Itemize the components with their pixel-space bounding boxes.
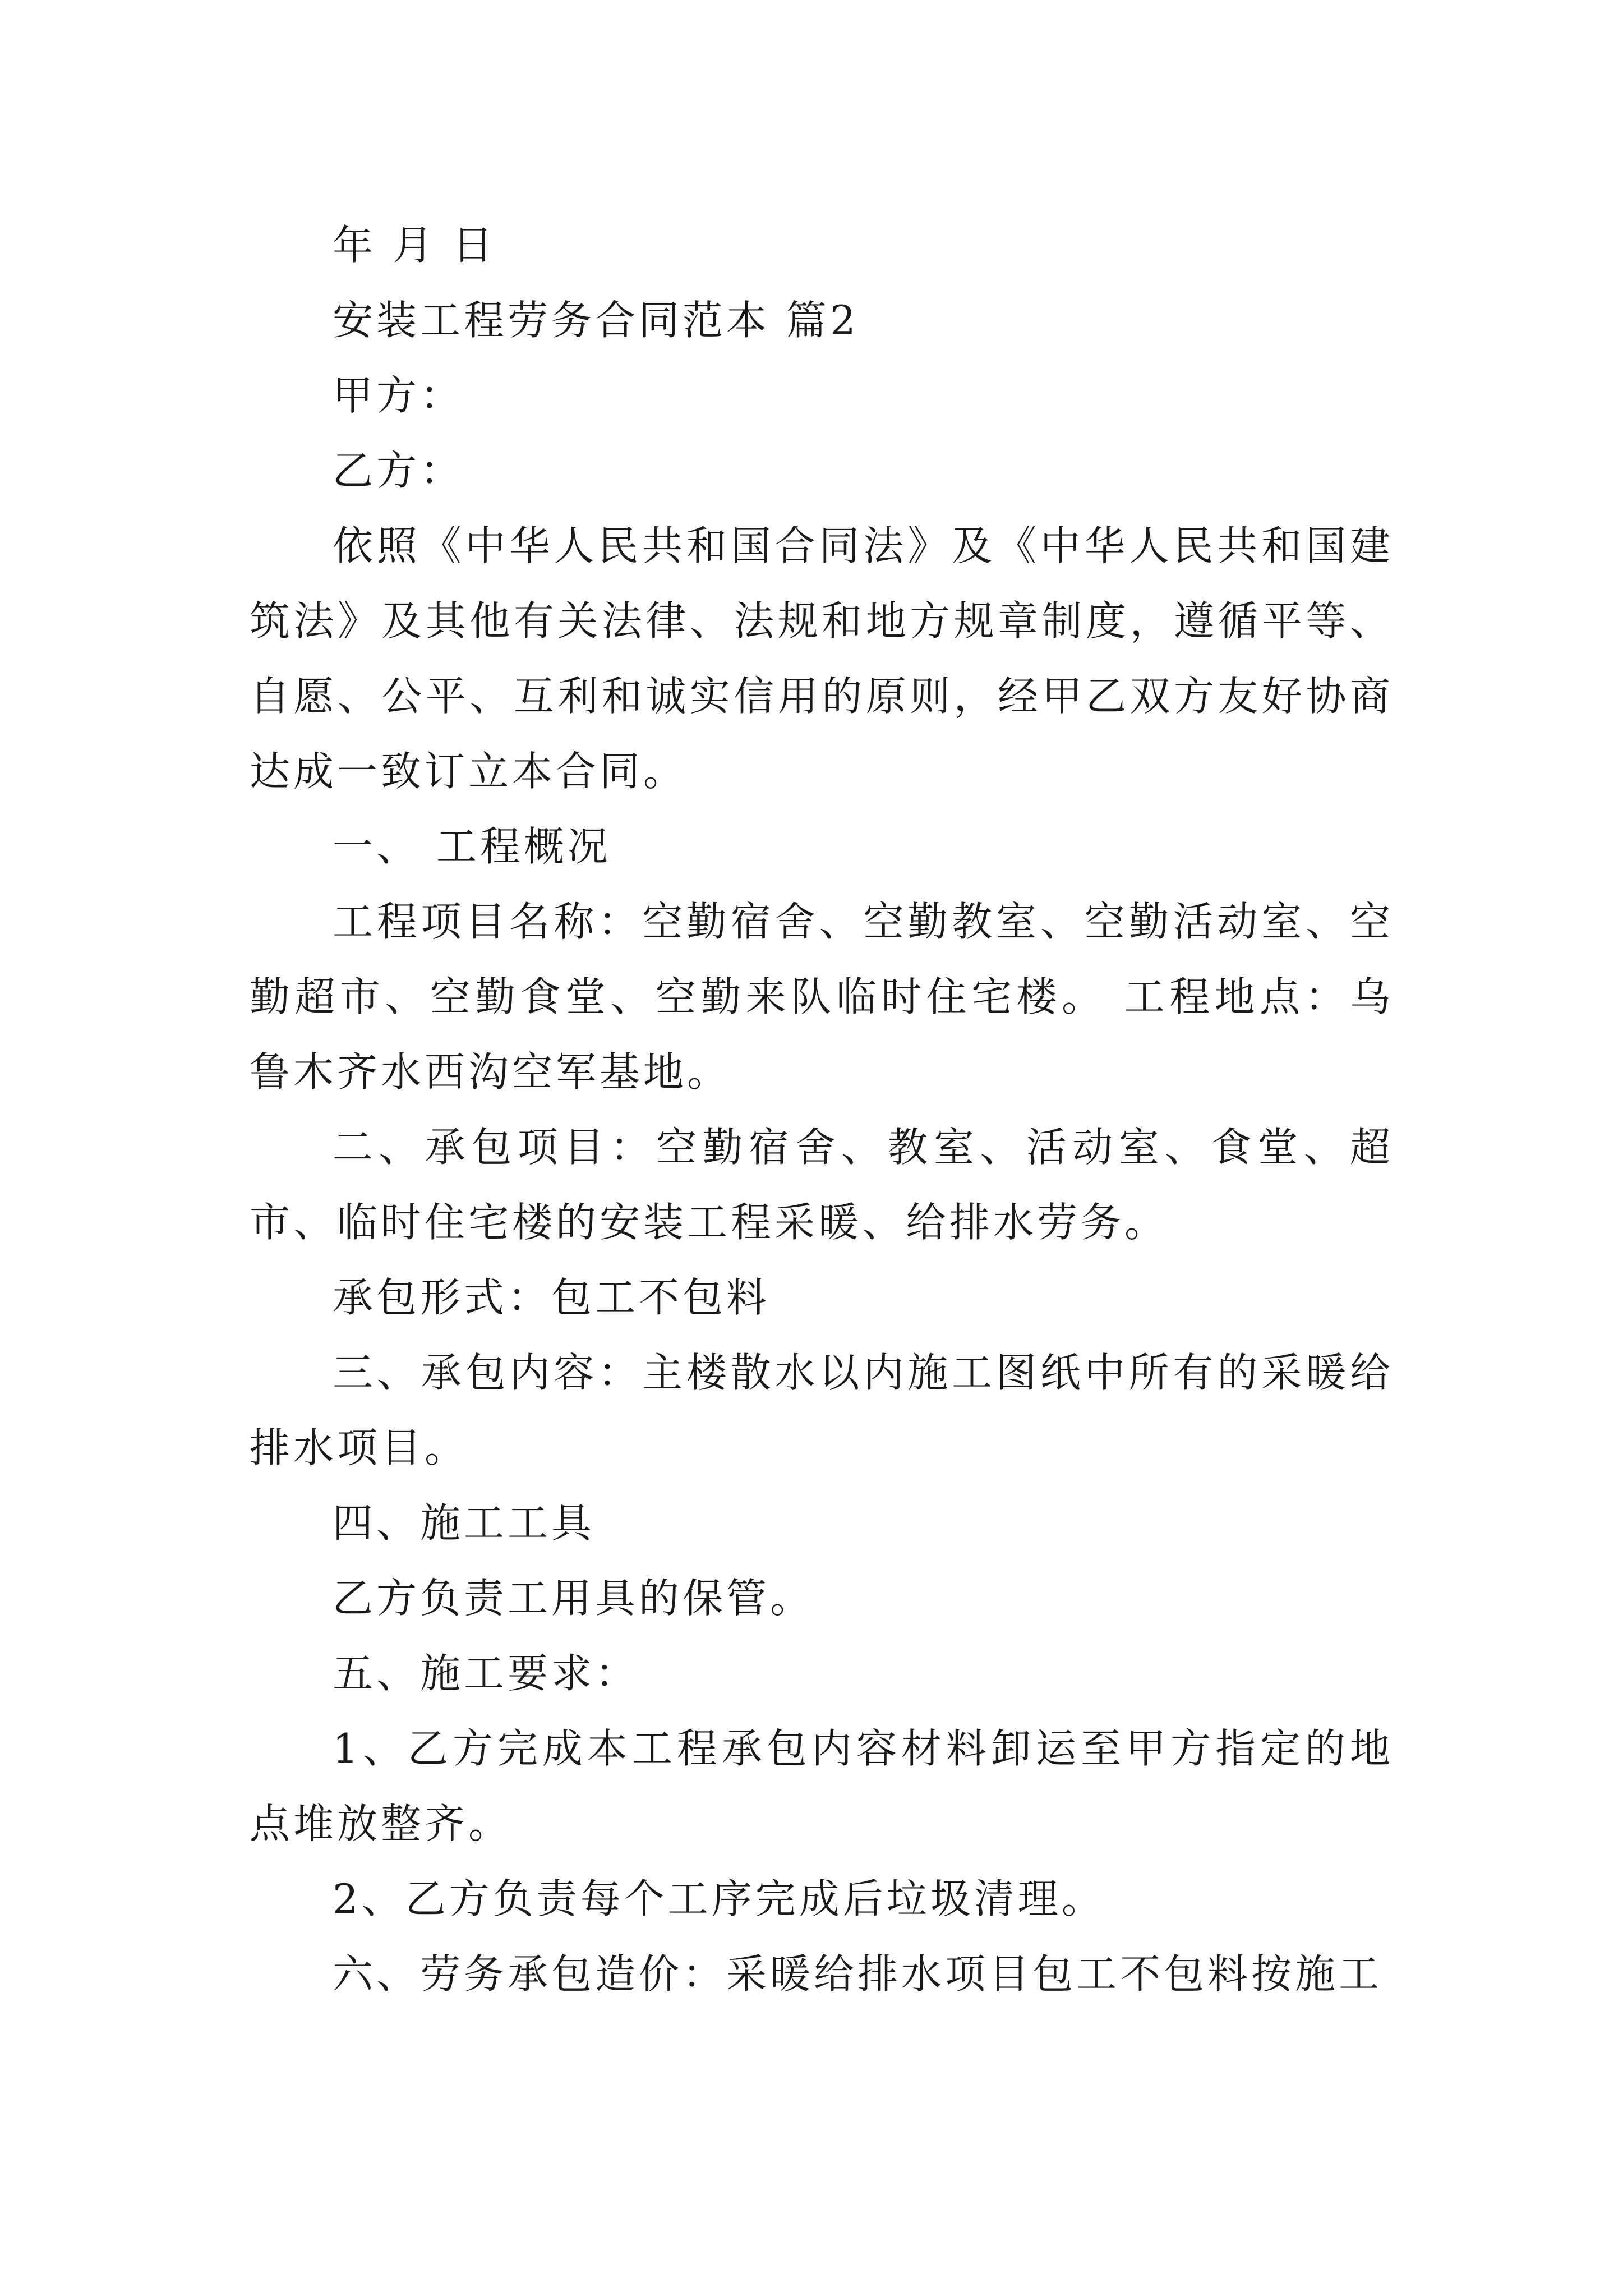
section-heading-overview: 一、 工程概况 [333, 823, 611, 870]
document-body [250, 208, 1394, 2012]
requirement-item-1: 1、乙方完成本工程承包内容材料卸运至甲方指定的地点堆放整齐。 [250, 1725, 1394, 1847]
preamble-paragraph: 依照《中华人民共和国合同法》及《中华人民共和国建筑法》及其他有关法律、法规和地方规章制度，遵循平等、自愿、公平、互利和诚实信用的原则，经甲乙双方友好协商达成一致订立本合同。 [250, 522, 1394, 795]
section-heading-requirements: 五、施工要求： [333, 1650, 639, 1697]
tools-paragraph: 乙方负责工用具的保管。 [333, 1575, 814, 1622]
contract-form-paragraph: 承包形式：包工不包料 [333, 1274, 771, 1321]
requirement-item-2: 2、乙方负责每个工序完成后垃圾清理。 [333, 1875, 1105, 1922]
contract-content-paragraph: 三、承包内容：主楼散水以内施工图纸中所有的采暖给排水项目。 [250, 1349, 1394, 1471]
date-line: 年 月 日 [333, 222, 496, 269]
price-paragraph: 六、劳务承包造价：采暖给排水项目包工不包料按施工 [333, 1950, 1383, 1998]
contract-items-paragraph: 二、承包项目：空勤宿舍、教室、活动室、食堂、超市、临时住宅楼的安装工程采暖、给排水劳务。 [250, 1124, 1394, 1246]
section-heading-tools: 四、施工工具 [333, 1499, 596, 1547]
contract-title: 安装工程劳务合同范本 篇2 [333, 297, 859, 344]
party-b-line: 乙方： [333, 447, 464, 494]
party-a-line: 甲方： [333, 372, 464, 419]
project-name-paragraph: 工程项目名称：空勤宿舍、空勤教室、空勤活动室、空勤超市、空勤食堂、空勤来队临时住宅楼。 工程地点：乌鲁木齐水西沟空军基地。 [250, 898, 1394, 1096]
